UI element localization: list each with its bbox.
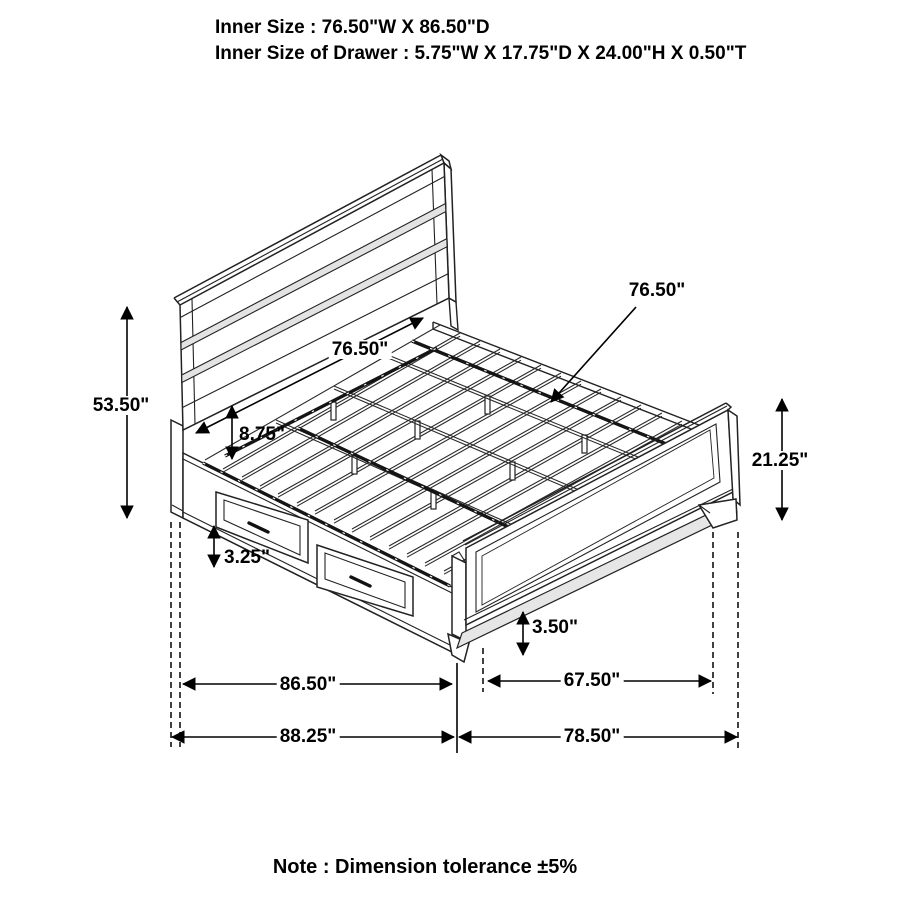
label-headboard-inner-width: 76.50" [329, 340, 392, 359]
header-drawer-size: Inner Size of Drawer : 5.75"W X 17.75"D X 24.00"H X 0.50"T [215, 43, 747, 64]
label-footboard-clearance: 3.50" [532, 617, 578, 638]
header-inner-size: Inner Size : 76.50"W X 86.50"D [215, 17, 490, 38]
label-slat-rail-length: 76.50" [628, 280, 686, 301]
label-headboard-height: 53.50" [90, 396, 153, 415]
far-side-rail [433, 298, 722, 441]
label-side-rail-span: 86.50" [277, 675, 340, 694]
leader-slat-rail [551, 307, 636, 402]
headboard-left-post [171, 420, 183, 518]
label-footboard-height: 21.25" [749, 451, 812, 470]
tolerance-note: Note : Dimension tolerance ±5% [272, 856, 578, 878]
label-overall-depth: 88.25" [277, 727, 340, 746]
headboard [171, 155, 456, 518]
label-headboard-to-slat: 8.75" [239, 424, 285, 445]
label-overall-width: 78.50" [561, 727, 624, 746]
corner-post-face [452, 556, 466, 641]
label-footboard-leg-span: 67.50" [561, 671, 624, 690]
label-drawer-to-floor: 3.25" [224, 547, 270, 568]
